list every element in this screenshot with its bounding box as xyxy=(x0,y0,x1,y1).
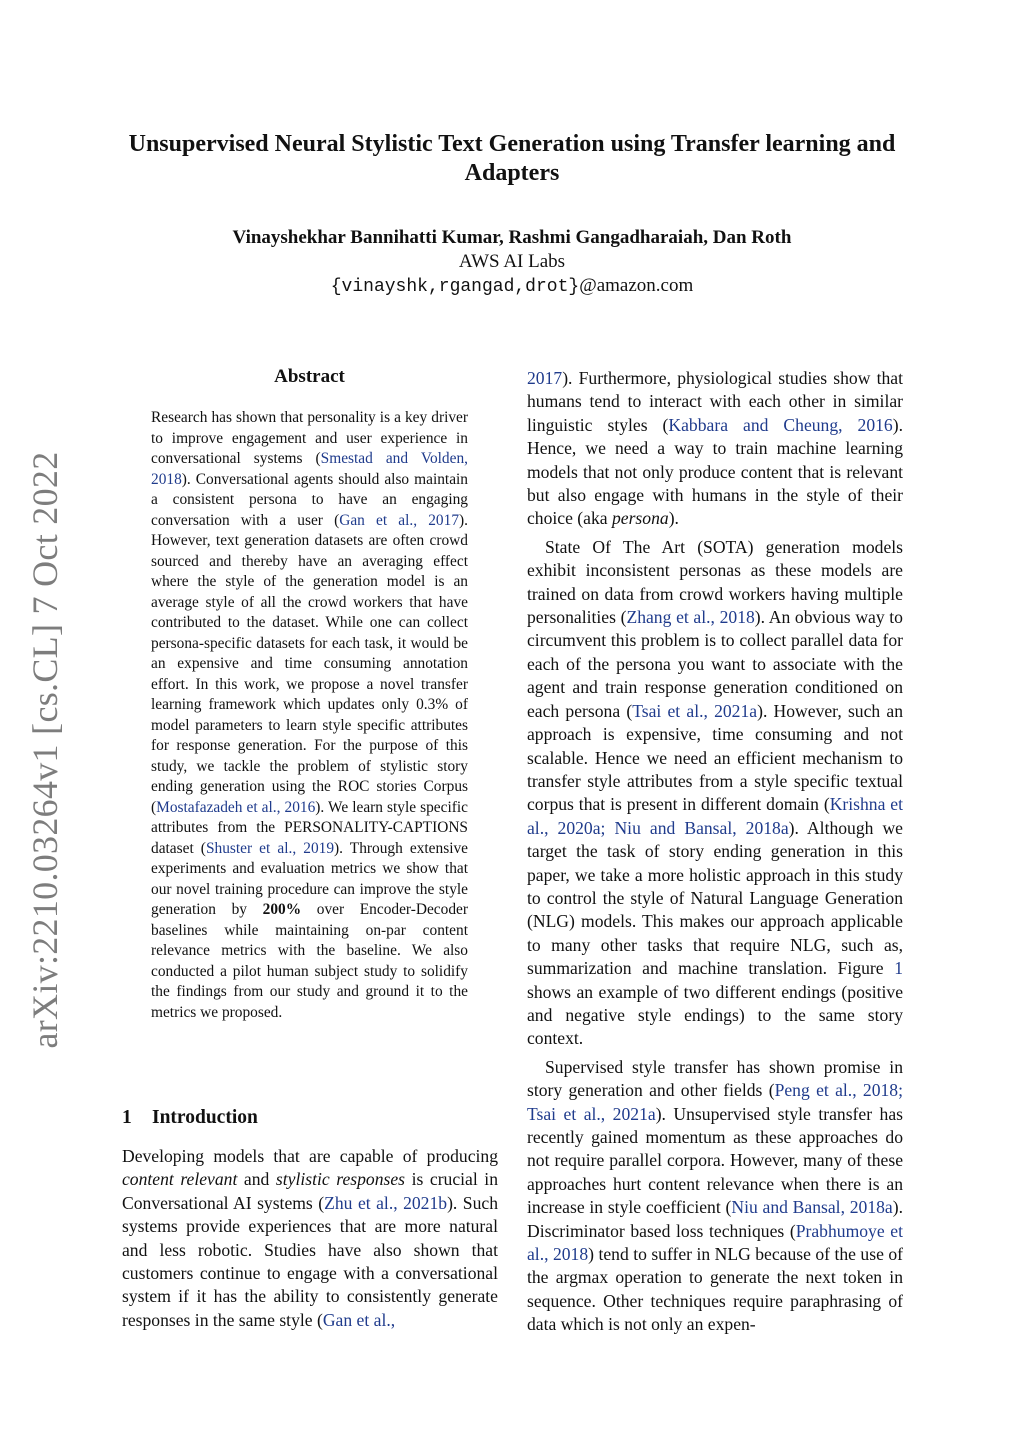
citation-link[interactable]: Krishna et al., 2020a xyxy=(527,794,903,838)
citation-link[interactable]: Niu and Bansal, 2018a xyxy=(614,817,789,838)
citation-link[interactable]: Prabhumoye et al., 2018 xyxy=(527,1220,903,1265)
text-span: ) tend to suffer in NLG because of the use of the argmax operation to generate the next token in sequence. Other techniques require paraphrasing of data which is not only an expen- xyxy=(527,1244,903,1335)
citation-link[interactable]: Mostafazadeh et al., 2016 xyxy=(156,798,316,816)
paragraph xyxy=(527,536,903,1051)
citation-separator: ; xyxy=(600,817,615,838)
citation-link[interactable]: Zhu et al., 2021b xyxy=(324,1192,448,1213)
affiliation: AWS AI Labs xyxy=(458,251,566,272)
arxiv-identifier-stamp: arXiv:2210.03264v1 [cs.CL] 7 Oct 2022 xyxy=(25,451,65,1049)
citation-link[interactable]: Zhang et al., 2018 xyxy=(626,607,755,628)
text-span: shows an example of two different endings (positive and negative style endings) to the same story context. xyxy=(527,981,903,1049)
author-names: Vinayshekhar Bannihatti Kumar, Rashmi Gangadharaiah, Dan Roth xyxy=(232,227,792,248)
citation-link[interactable]: Kabbara and Cheung, 2016 xyxy=(668,414,893,435)
section-heading-introduction xyxy=(122,1107,258,1129)
intro-text-span: Developing models that are capable of producing xyxy=(122,1146,498,1166)
email-domain: @amazon.com xyxy=(579,275,694,296)
paper-title: Unsupervised Neural Stylistic Text Generation using Transfer learning and Adapters xyxy=(128,131,896,186)
citation-link[interactable]: Gan et al., 2017 xyxy=(339,511,460,529)
abstract-text-span: ). However, text generation datasets are often crowd sourced and thereby have an averaging effect where the style of the generation model is an average style of all the crowd workers that have contributed to the dataset. While one can collect persona-specific datasets for each task, it would be an expensive and time consuming annotation effort. In this work, we propose a novel transfer learning framework which updates only 0.3% of model parameters to learn style specific attributes for response generation. For the purpose of this study, we tackle the problem of stylistic story ending generation using the ROC stories Corpus ( xyxy=(151,511,468,816)
paragraph xyxy=(527,367,903,531)
abstract-text-span: over Encoder-Decoder baselines while maintaining on-par content relevance metrics with the baseline. We also conducted a pilot human subject study to solidify the findings from our study and ground it to the metrics we proposed. xyxy=(151,901,468,1021)
abstract-text-span: ). We learn style specific attributes from the PERSONALITY-CAPTIONS dataset ( xyxy=(151,798,468,857)
text-span: Supervised style transfer has shown promise in story generation and other fields ( xyxy=(527,1056,903,1101)
introduction-text xyxy=(122,1145,498,1332)
text-span: ). However, such an approach is expensive, time consuming and not scalable. Hence we need an efficient mechanism to transfer style attributes from a style specific textual corpus that is present in different domain ( xyxy=(527,700,904,815)
text-span: State Of The Art (SOTA) generation models exhibit inconsistent personas as these models are trained on data from crowd workers having multiple personalities ( xyxy=(527,536,903,628)
intro-text-span: ). Such systems provide experiences that are more natural and less robotic. Studies have also shown that customers continue to engage with a conversational system if it has the ability to consistently generate responses in the same style ( xyxy=(122,1192,498,1330)
abstract-text-span: ). Conversational agents should also maintain a consistent persona to have an engaging conversation with a user ( xyxy=(151,470,468,529)
abstract-text-span: ). Through extensive experiments and evaluation metrics we show that our novel training procedure can improve the style generation by xyxy=(151,839,469,918)
abstract-text-span: Research has shown that personality is a key driver to improve engagement and user experience in conversational systems ( xyxy=(151,409,468,467)
citation-link[interactable]: Niu and Bansal, 2018a xyxy=(731,1197,893,1218)
citation-link[interactable]: Smestad and Volden, 2018 xyxy=(151,450,468,488)
abstract-bold-figure: 200% xyxy=(262,901,302,918)
citation-link[interactable]: Shuster et al., 2019 xyxy=(205,839,335,857)
citation-link[interactable]: Tsai et al., 2021a xyxy=(632,700,758,721)
text-span: ). Hence, we need a way to train machine learning models that not only produce content that is relevant but also engage with humans in the style of their choice (aka xyxy=(527,414,903,529)
intro-italic: stylistic responses xyxy=(275,1169,405,1190)
citation-link[interactable]: Gan et al., xyxy=(322,1309,396,1330)
email-line xyxy=(120,274,904,299)
text-span: ). xyxy=(668,508,679,529)
author-block xyxy=(120,226,904,299)
text-span: ). Furthermore, physiological studies show that humans tend to interact with each other in similar linguistic styles ( xyxy=(527,368,903,435)
section-number: 1 xyxy=(122,1107,132,1128)
figure-reference-link[interactable]: 1 xyxy=(894,958,903,979)
email-users: {vinayshk,rgangad,drot} xyxy=(330,277,580,297)
citation-link[interactable]: Tsai et al., 2021a xyxy=(527,1103,656,1124)
citation-link[interactable]: 2017 xyxy=(527,368,563,388)
italic-term: persona xyxy=(611,508,669,529)
text-span: ). Discriminator based loss techniques ( xyxy=(527,1197,903,1241)
citation-separator: ; xyxy=(898,1080,903,1101)
text-span: ). An obvious way to circumvent this problem is to collect parallel data for each of the persona you want to associate with the agent and train response generation conditioned on each persona ( xyxy=(527,607,903,721)
abstract-heading: Abstract xyxy=(274,366,345,387)
text-span: ). Although we target the task of story ending generation in this paper, we take a more holistic approach in this study to control the style of Natural Language Generation (NLG) models. This makes our approach applicable to many other tasks that require NLG, such as, summarization and machine translation. Figure xyxy=(527,817,903,979)
abstract-text xyxy=(151,408,468,1023)
text-span: ). Unsupervised style transfer has recently gained momentum as these approaches do not require parallel corpora. However, many of these approaches hurt content relevance when there is an increase in style coefficient ( xyxy=(527,1103,903,1218)
right-column xyxy=(527,367,903,1342)
intro-text-span: is crucial in Conversational AI systems ( xyxy=(122,1169,498,1213)
citation-link[interactable]: Peng et al., 2018 xyxy=(774,1080,899,1101)
intro-text-span: and xyxy=(237,1169,276,1190)
paragraph xyxy=(527,1056,903,1337)
section-title: Introduction xyxy=(152,1107,258,1128)
intro-italic: content relevant xyxy=(122,1169,238,1190)
